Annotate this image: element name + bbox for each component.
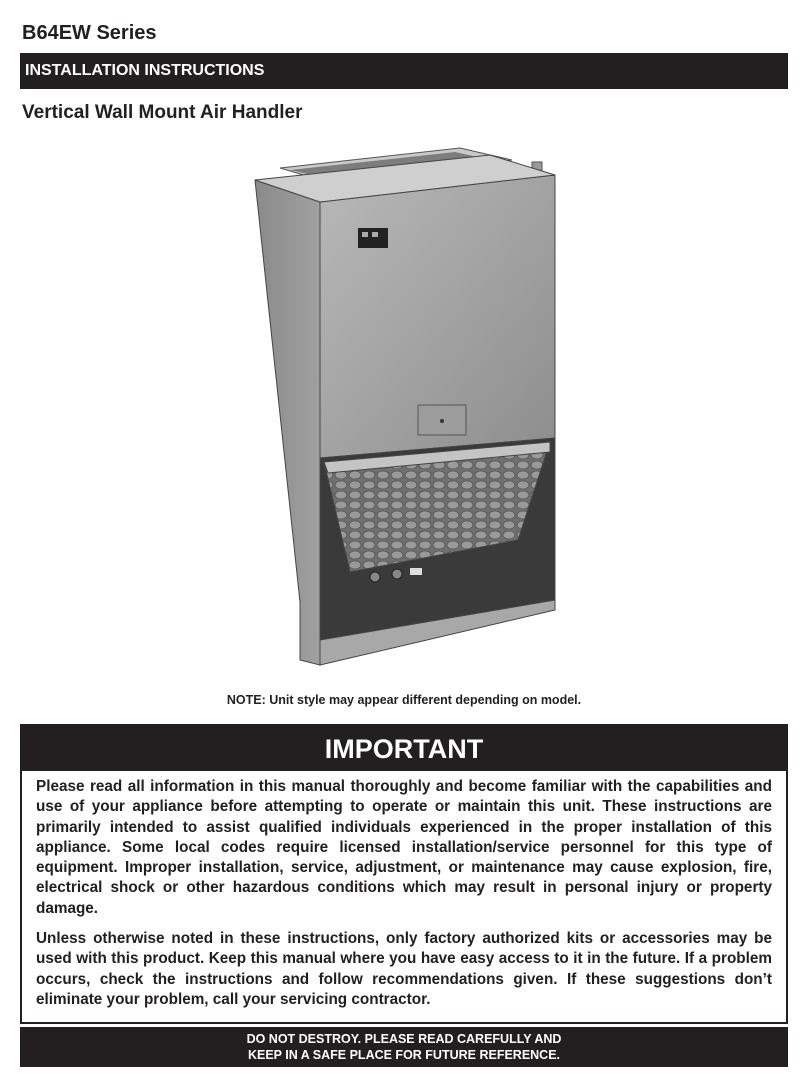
important-box bbox=[20, 724, 788, 1024]
footer-warning bbox=[20, 1027, 788, 1067]
important-paragraph: Please read all information in this manual thoroughly and become familiar with the capabilities and use of your appliance before attempting to operate or maintain this unit. These instructions are primarily intended to assist qualified individuals experienced in the proper installation of this appliance. Some local codes require licensed installation/service personnel for this type of equipment. Improper installation, service, adjustment, or maintenance may cause explosion, fire, electrical shock or other hazardous conditions which may result in personal injury or property damage. bbox=[36, 778, 772, 917]
figure-note: NOTE: Unit style may appear different depending on model. bbox=[226, 693, 582, 707]
footer-line: DO NOT DESTROY. PLEASE READ CAREFULLY AND bbox=[246, 1032, 562, 1046]
important-paragraph: Unless otherwise noted in these instructions, only factory authorized kits or accessories may be used with this product. Keep this manual where you have easy access to it in the future. If a problem occurs, check the instructions and follow recommendations given. If these suggestions don’t eliminate your problem, call your servicing contractor. bbox=[36, 930, 772, 1008]
air-handler-photo bbox=[250, 140, 570, 670]
footer-line: KEEP IN A SAFE PLACE FOR FUTURE REFERENCE. bbox=[247, 1048, 561, 1062]
page-subtitle: Vertical Wall Mount Air Handler bbox=[22, 102, 303, 123]
series-title: B64EW Series bbox=[22, 22, 157, 44]
instructions-band bbox=[20, 53, 788, 89]
important-body bbox=[22, 771, 786, 1010]
instructions-band-label: INSTALLATION INSTRUCTIONS bbox=[25, 62, 265, 79]
important-heading: IMPORTANT bbox=[22, 726, 786, 771]
